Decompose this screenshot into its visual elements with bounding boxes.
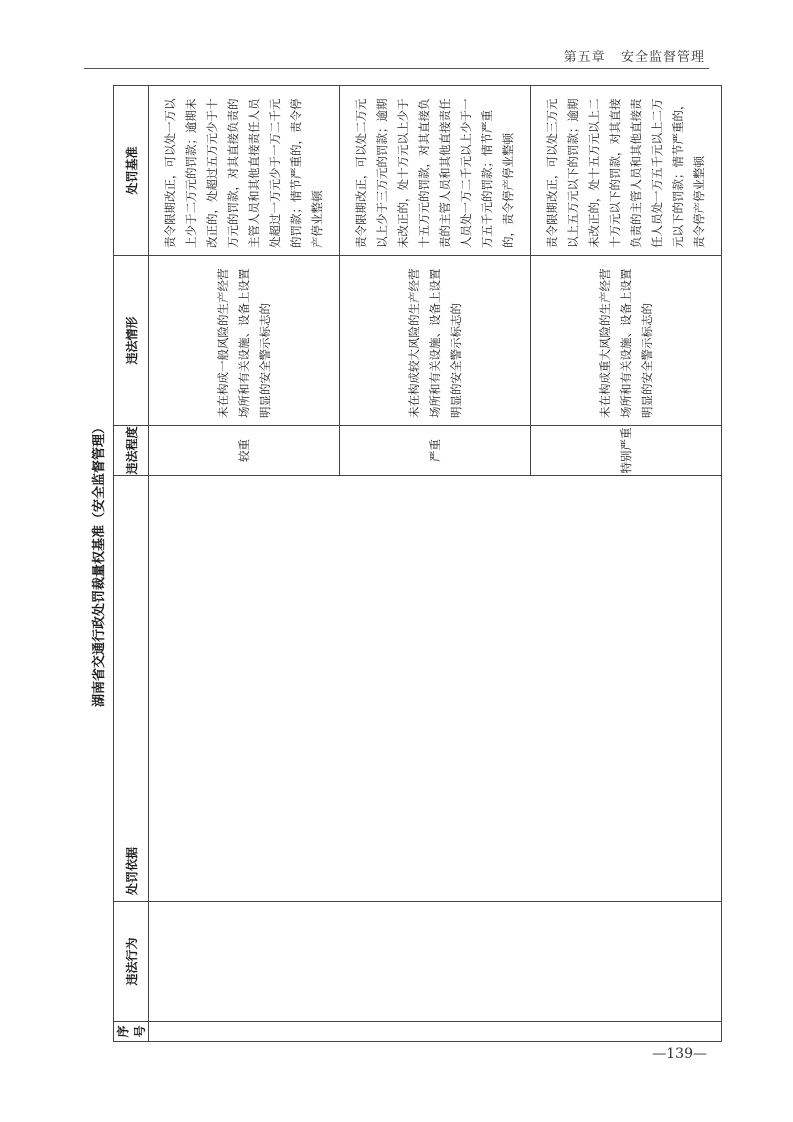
running-header bbox=[564, 46, 705, 65]
standard-cell bbox=[340, 86, 531, 256]
situation-cell bbox=[531, 256, 722, 426]
standard-text: 责令限期改正，可以处三万元以上五万元以下的罚款；逾期未改正的，处十五万元以上二十万元以下的罚款，对其直接负责的主管人员和其他直接责任人员处一万五千元以上二万元以下的罚款；情节严重的，责令停产停业整顿 bbox=[545, 98, 706, 248]
seq-cell bbox=[149, 1022, 722, 1042]
header-rule bbox=[84, 68, 709, 69]
standard-cell bbox=[149, 86, 340, 256]
penalty-table bbox=[113, 85, 722, 1042]
table-header-row bbox=[114, 86, 149, 1042]
col-header-situation: 违法情形 bbox=[114, 256, 149, 426]
behavior-cell bbox=[149, 902, 722, 1022]
situation-text: 未在构成一般风险的生产经营场所和有关设施、设备上设置明显的安全警示标志的 bbox=[215, 268, 272, 418]
col-header-behavior: 违法行为 bbox=[114, 902, 149, 1022]
table-row bbox=[149, 86, 340, 1042]
standard-text: 责令限期改正，可以处一万以上少于二万元的罚款；逾期未改正的，处超过五万元少于十万元的罚款，对其直接负责的主管人员和其他直接责任人员处超过一万元少于一万二千元的罚款；情节严重的，责令停产停业整顿 bbox=[163, 98, 324, 248]
basis-cell bbox=[149, 476, 722, 902]
situation-cell bbox=[149, 256, 340, 426]
degree-cell: 特别严重 bbox=[531, 426, 722, 476]
standard-text: 责令限期改正，可以处二万元以上少于三万元的罚款；逾期未改正的，处十万元以上少于十五万元的罚款，对其直接负责的主管人员和其他直接责任人员处一万二千元以上少于一万五千元的罚款；情节严重的，责令停产停业整顿 bbox=[354, 98, 515, 248]
standard-cell bbox=[531, 86, 722, 256]
page-footer bbox=[0, 1046, 793, 1062]
situation-text: 未在构成重大风险的生产经营场所和有关设施、设备上设置明显的安全警示标志的 bbox=[597, 268, 654, 418]
col-header-seq: 序号 bbox=[114, 1022, 149, 1042]
page-number: —139— bbox=[652, 1046, 707, 1062]
chapter-label: 第五章 bbox=[563, 50, 606, 65]
col-header-standard: 处罚基准 bbox=[114, 86, 149, 256]
situation-text: 未在构成较大风险的生产经营场所和有关设施、设备上设置明显的安全警示标志的 bbox=[406, 268, 463, 418]
col-header-degree: 违法程度 bbox=[114, 426, 149, 476]
degree-cell: 严重 bbox=[340, 426, 531, 476]
degree-cell: 较重 bbox=[149, 426, 340, 476]
situation-cell bbox=[340, 256, 531, 426]
rotated-table-container bbox=[87, 86, 707, 1042]
chapter-title: 安全监督管理 bbox=[620, 50, 705, 65]
col-header-basis: 处罚依据 bbox=[114, 476, 149, 902]
table-caption: 湖南省交通行政处罚裁量权基准（安全监督管理） bbox=[92, 421, 107, 708]
